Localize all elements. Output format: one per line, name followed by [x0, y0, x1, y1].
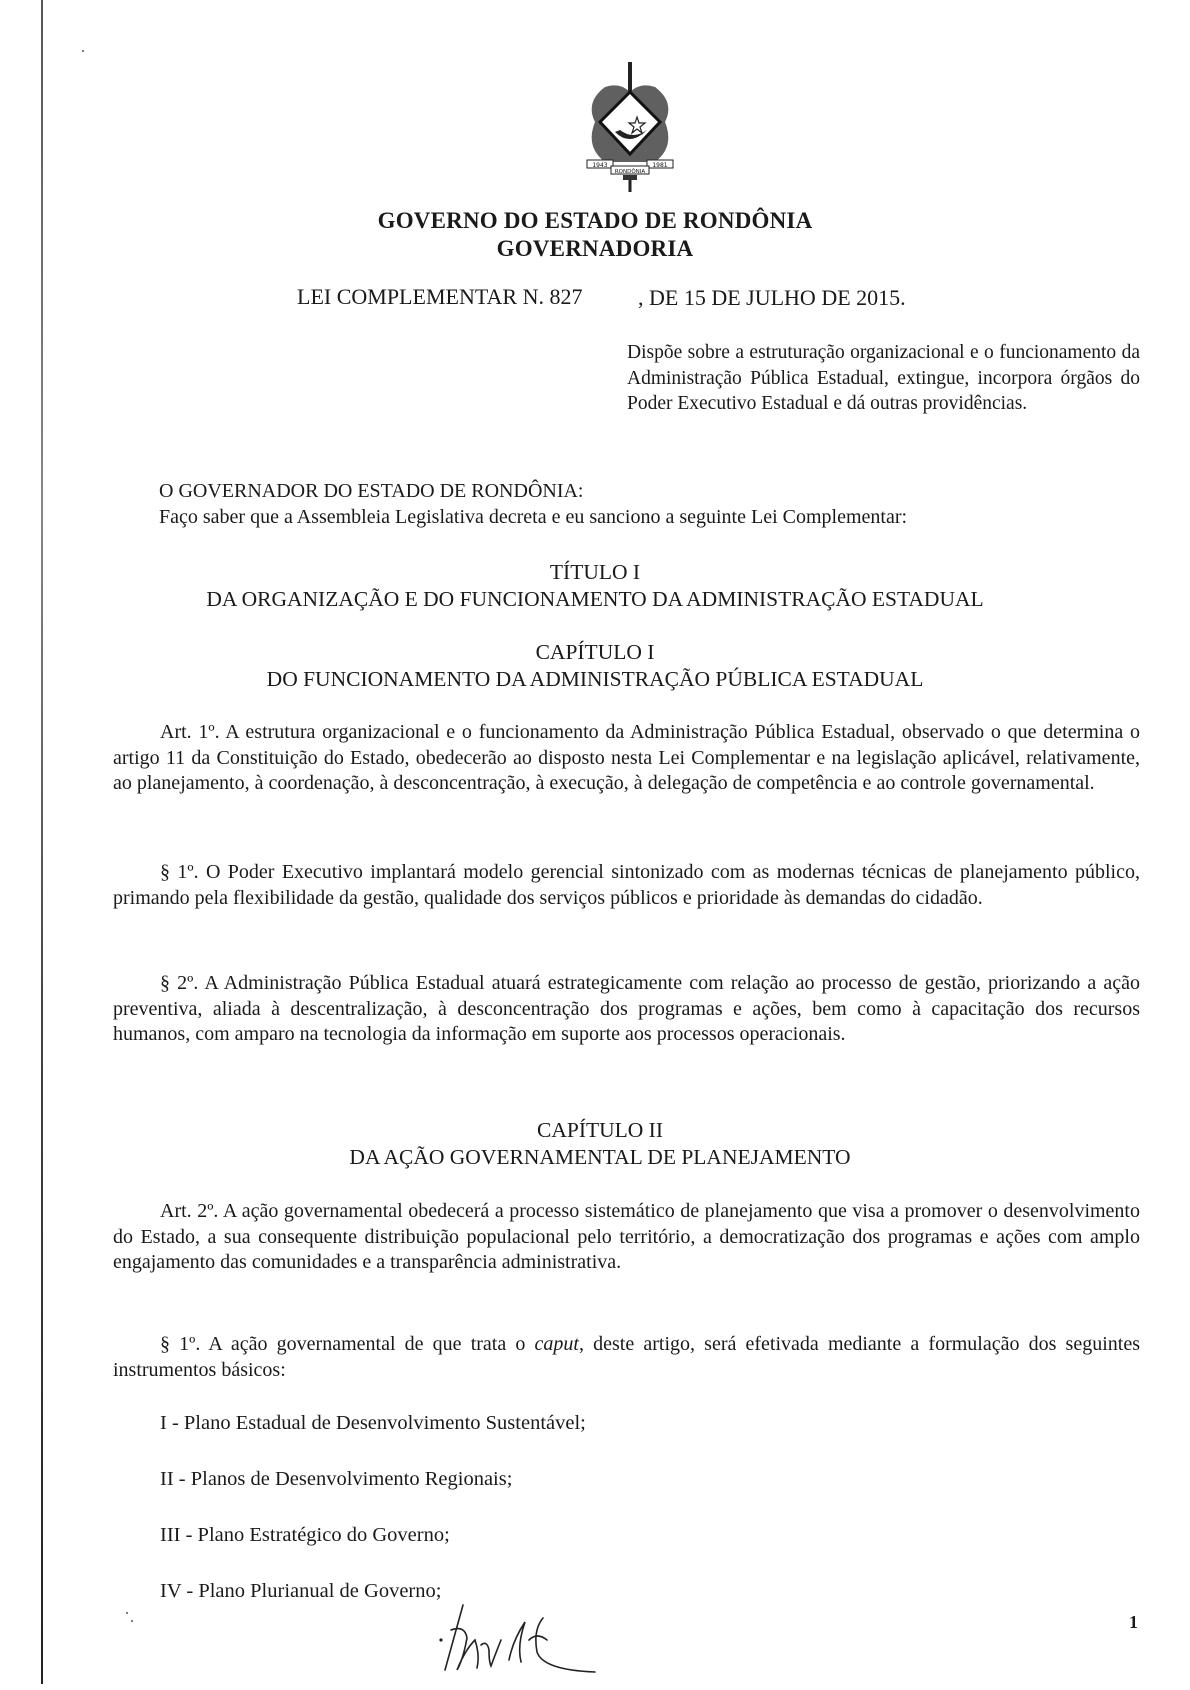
article-1-text: Art. 1º. A estrutura organizacional e o funcionamento da Administração Pública Estadual, observado o que determina o artigo 11 da Constituição do Estado, obedecerão ao disposto nesta Lei Complementar e na legislação aplicável, relativamente, ao planejamento, à coordenação, à desconcentração, à execução, à delegação de competência e ao controle governamental.	[113, 721, 1140, 794]
caput-term: caput	[534, 1333, 579, 1355]
page-number: 1	[1129, 1612, 1138, 1632]
handwritten-initials-icon	[425, 1600, 645, 1690]
article-2	[113, 1199, 1140, 1276]
instrument-item-4: IV - Plano Plurianual de Governo;	[160, 1580, 442, 1602]
article-1-paragraph-2	[113, 971, 1140, 1048]
law-number: LEI COMPLEMENTAR N. 827	[297, 284, 583, 309]
article-2-paragraph-1-after: , deste artigo, será efetivada mediante a formulação dos seguintes instrumentos básicos:	[113, 1333, 1140, 1381]
capitulo-2-label: CAPÍTULO II	[537, 1118, 663, 1142]
instrument-item-2: II - Planos de Desenvolvimento Regionais;	[160, 1468, 513, 1490]
capitulo-2-name: DA AÇÃO GOVERNAMENTAL DE PLANEJAMENTO	[349, 1145, 851, 1169]
law-summary-text: Dispõe sobre a estruturação organizacional e o funcionamento da Administração Pública Estadual, extingue, incorpora órgãos do Poder Executivo Estadual e dá outras providências.	[627, 342, 1140, 414]
scan-speck	[126, 1612, 128, 1614]
article-1-paragraph-1-text: § 1º. O Poder Executivo implantará modelo gerencial sintonizado com as modernas técnicas de planejamento público, primando pela flexibilidade da gestão, qualidade dos serviços públicos e prioridade às demandas do cidadão.	[113, 861, 1140, 909]
scan-speck	[82, 50, 84, 52]
article-2-text: Art. 2º. A ação governamental obedecerá a processo sistemático de planejamento que visa a promover o desenvolvimento do Estado, a sua consequente distribuição populacional pelo território, a democratização dos programas e ações com amplo engajamento das comunidades e a transparência administrativa.	[113, 1200, 1140, 1273]
capitulo-1-name: DO FUNCIONAMENTO DA ADMINISTRAÇÃO PÚBLICA ESTADUAL	[266, 667, 924, 691]
crest-year-left: 1943	[592, 162, 608, 169]
article-1-paragraph-2-text: § 2º. A Administração Pública Estadual atuará estrategicamente com relação ao processo de gestão, priorizando a ação preventiva, aliada à descentralização, à desconcentração dos programas e ações, bem como à capacitação dos recursos humanos, com amparo na tecnologia da informação em suporte aos processos operacionais.	[113, 972, 1140, 1045]
capitulo-1-label: CAPÍTULO I	[535, 640, 655, 664]
scan-speck	[131, 1620, 133, 1622]
article-1	[113, 720, 1140, 797]
instrument-item-3: III - Plano Estratégico do Governo;	[160, 1524, 450, 1546]
preamble-enactment: Faço saber que a Assembleia Legislativa decreta e eu sanciono a seguinte Lei Complementar:	[159, 506, 908, 528]
government-heading: GOVERNO DO ESTADO DE RONDÔNIA	[377, 208, 813, 233]
article-1-paragraph-1	[113, 860, 1140, 911]
instrument-item-1: I - Plano Estadual de Desenvolvimento Sustentável;	[160, 1412, 586, 1434]
department-heading: GOVERNADORIA	[496, 236, 694, 261]
titulo-name: DA ORGANIZAÇÃO E DO FUNCIONAMENTO DA ADMINISTRAÇÃO ESTADUAL	[206, 587, 984, 611]
crest-banner: RONDÔNIA	[614, 169, 646, 175]
titulo-label: TÍTULO I	[549, 560, 641, 584]
preamble-governor: O GOVERNADOR DO ESTADO DE RONDÔNIA:	[159, 480, 584, 502]
state-coat-of-arms-icon	[575, 62, 685, 192]
law-date: , DE 15 DE JULHO DE 2015.	[638, 285, 906, 310]
article-2-paragraph-1	[113, 1332, 1140, 1383]
crest-year-right: 1981	[652, 162, 668, 169]
article-2-paragraph-1-before: § 1º. A ação governamental de que trata o	[160, 1333, 535, 1355]
law-summary	[627, 340, 1140, 417]
